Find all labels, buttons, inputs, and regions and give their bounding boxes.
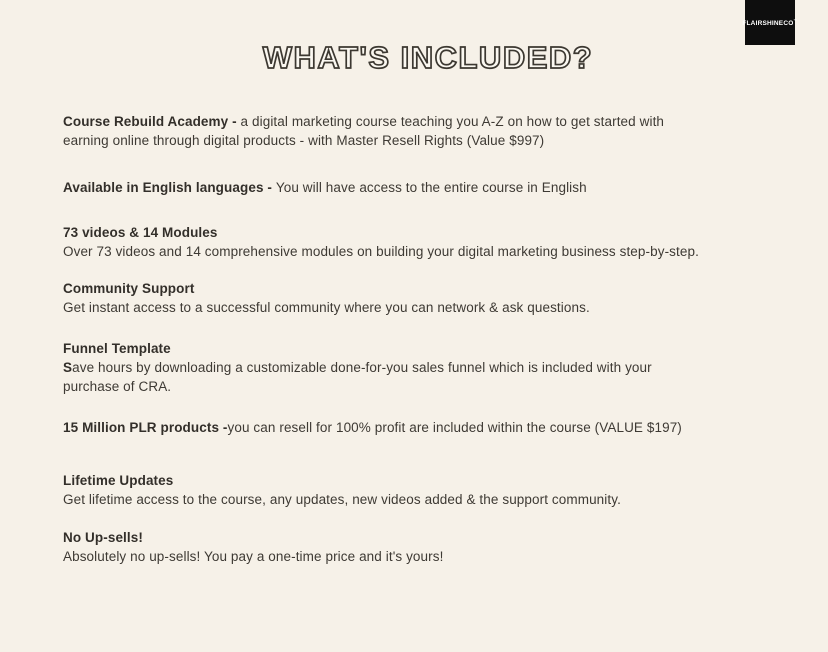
feature-heading: Available in English languages - bbox=[63, 180, 276, 195]
brand-logo-label: FLAIRSHINECO bbox=[742, 20, 794, 28]
feature-heading: Funnel Template bbox=[63, 341, 171, 356]
feature-item-community-support bbox=[63, 279, 705, 317]
feature-item-course-rebuild-academy bbox=[63, 112, 705, 150]
feature-item-plr-products bbox=[63, 418, 705, 437]
feature-body: Absolutely no up-sells! You pay a one-time price and it's yours! bbox=[63, 549, 444, 564]
feature-heading: Community Support bbox=[63, 281, 195, 296]
feature-body: you can resell for 100% profit are included within the course (VALUE $197) bbox=[227, 420, 682, 435]
feature-body-bold-prefix: S bbox=[63, 360, 73, 375]
feature-body: You will have access to the entire course in English bbox=[275, 180, 587, 195]
feature-item-funnel-template bbox=[63, 339, 705, 396]
feature-heading: 15 Million PLR products - bbox=[63, 420, 228, 435]
page-title: WHAT'S INCLUDED? bbox=[262, 40, 594, 75]
feature-heading: Course Rebuild Academy - bbox=[63, 114, 241, 129]
feature-body: Get instant access to a successful community where you can network & ask questions. bbox=[63, 300, 590, 315]
feature-body: ave hours by downloading a customizable done-for-you sales funnel which is included with your purchase of CRA. bbox=[63, 360, 652, 394]
feature-heading: Lifetime Updates bbox=[63, 473, 174, 488]
feature-item-no-upsells bbox=[63, 528, 705, 566]
feature-item-videos-modules bbox=[63, 223, 705, 261]
feature-body: a digital marketing course teaching you A-Z on how to get started with earning online through digital products - with Master Resell Rights (Value $997) bbox=[63, 114, 665, 148]
feature-body: Get lifetime access to the course, any updates, new videos added & the support community. bbox=[63, 492, 621, 507]
feature-item-lifetime-updates bbox=[63, 471, 705, 509]
feature-item-english-languages bbox=[63, 178, 705, 197]
features-list bbox=[0, 76, 763, 566]
trademark-symbol: ™ bbox=[793, 17, 798, 23]
feature-heading: 73 videos & 14 Modules bbox=[63, 225, 218, 240]
feature-body: Over 73 videos and 14 comprehensive modules on building your digital marketing business step-by-step. bbox=[63, 244, 699, 259]
feature-heading: No Up-sells! bbox=[63, 530, 143, 545]
